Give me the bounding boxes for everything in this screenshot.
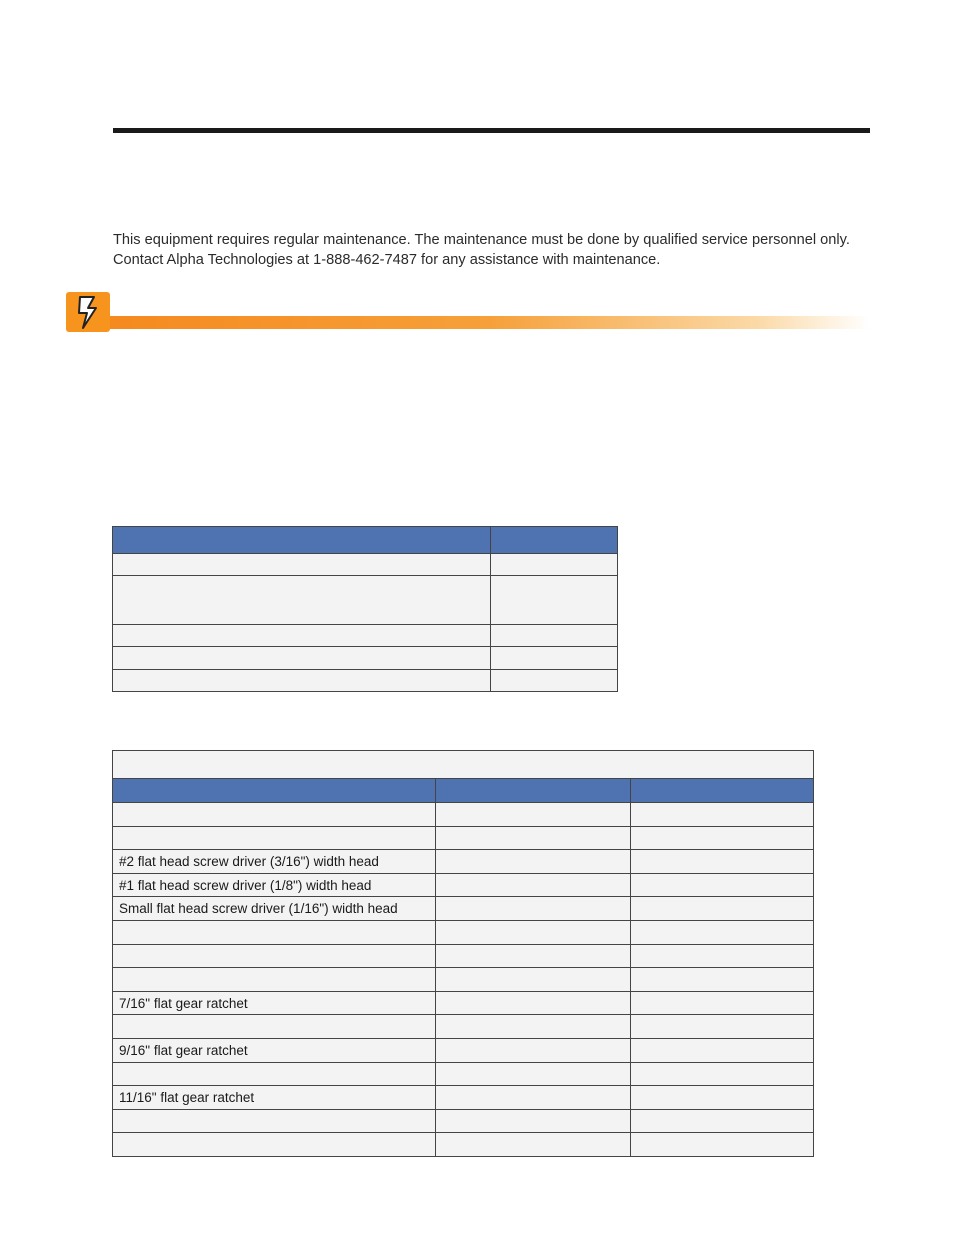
table-row — [113, 1015, 814, 1039]
table-cell — [631, 968, 814, 992]
tool-cell: #1 flat head screw driver (1/8") width head — [113, 873, 436, 897]
table-cell — [631, 850, 814, 874]
table-cell — [631, 897, 814, 921]
tool-cell — [113, 1109, 436, 1133]
table-cell — [435, 897, 631, 921]
table-caption-cell — [113, 751, 814, 779]
table-cell — [631, 1133, 814, 1157]
table-cell — [435, 1038, 631, 1062]
section-top-rule — [113, 128, 870, 133]
tool-cell: 7/16" flat gear ratchet — [113, 991, 436, 1015]
header-cell — [435, 779, 631, 803]
table-cell — [631, 991, 814, 1015]
table-row — [113, 1109, 814, 1133]
tool-cell — [113, 968, 436, 992]
tools-table — [112, 750, 814, 1157]
tool-cell — [113, 1015, 436, 1039]
table-cell — [631, 1038, 814, 1062]
table-header-row — [113, 527, 618, 554]
table-row — [113, 991, 814, 1015]
table-cell — [435, 944, 631, 968]
table-row — [113, 1086, 814, 1110]
table-row — [113, 1062, 814, 1086]
table-row — [113, 1038, 814, 1062]
table-row — [113, 1133, 814, 1157]
table-cell — [435, 991, 631, 1015]
table-cell — [435, 920, 631, 944]
tool-cell — [113, 920, 436, 944]
tool-cell: 11/16" flat gear ratchet — [113, 1086, 436, 1110]
task-cell — [113, 670, 491, 692]
electrical-hazard-icon — [66, 292, 110, 332]
table-row — [113, 554, 618, 576]
tool-cell — [113, 803, 436, 827]
interval-cell — [491, 576, 618, 625]
table-cell — [435, 873, 631, 897]
hazard-banner-bar — [110, 316, 870, 329]
tool-cell: #2 flat head screw driver (3/16") width head — [113, 850, 436, 874]
tool-cell — [113, 826, 436, 850]
tool-cell — [113, 944, 436, 968]
table-cell — [435, 1133, 631, 1157]
intro-paragraph: This equipment requires regular maintenance. The maintenance must be done by qualified service personnel only. Contact Alpha Technologies at 1-888-462-7487 for any assistance with maintenance. — [113, 232, 850, 268]
table-cell — [631, 1062, 814, 1086]
table-row — [113, 873, 814, 897]
table-row — [113, 670, 618, 692]
header-cell — [631, 779, 814, 803]
table-row — [113, 625, 618, 647]
table-cell — [631, 803, 814, 827]
table-cell — [631, 944, 814, 968]
table-cell — [435, 1086, 631, 1110]
table-cell — [435, 803, 631, 827]
table-row — [113, 897, 814, 921]
table-row — [113, 647, 618, 670]
table-caption-row — [113, 751, 814, 779]
table-cell — [435, 850, 631, 874]
tool-cell: Small flat head screw driver (1/16") width head — [113, 897, 436, 921]
task-cell — [113, 625, 491, 647]
task-cell — [113, 576, 491, 625]
table-row — [113, 826, 814, 850]
table-cell — [435, 1015, 631, 1039]
table-cell — [435, 968, 631, 992]
interval-cell — [491, 647, 618, 670]
table-cell — [435, 826, 631, 850]
tool-cell — [113, 1062, 436, 1086]
task-cell — [113, 554, 491, 576]
header-cell — [491, 527, 618, 554]
table-cell — [631, 1109, 814, 1133]
interval-cell — [491, 670, 618, 692]
table-cell — [631, 826, 814, 850]
table-cell — [435, 1062, 631, 1086]
table-row — [113, 968, 814, 992]
interval-cell — [491, 554, 618, 576]
table-header-row — [113, 779, 814, 803]
table-cell — [631, 1086, 814, 1110]
table-row — [113, 850, 814, 874]
table-row — [113, 920, 814, 944]
table-row — [113, 944, 814, 968]
table-cell — [631, 1015, 814, 1039]
maintenance-schedule-table — [112, 526, 618, 692]
table-cell — [435, 1109, 631, 1133]
table-cell — [631, 920, 814, 944]
header-cell — [113, 527, 491, 554]
table-row — [113, 803, 814, 827]
table-row — [113, 576, 618, 625]
table-cell — [631, 873, 814, 897]
interval-cell — [491, 625, 618, 647]
tool-cell — [113, 1133, 436, 1157]
header-cell — [113, 779, 436, 803]
tool-cell: 9/16" flat gear ratchet — [113, 1038, 436, 1062]
task-cell — [113, 647, 491, 670]
